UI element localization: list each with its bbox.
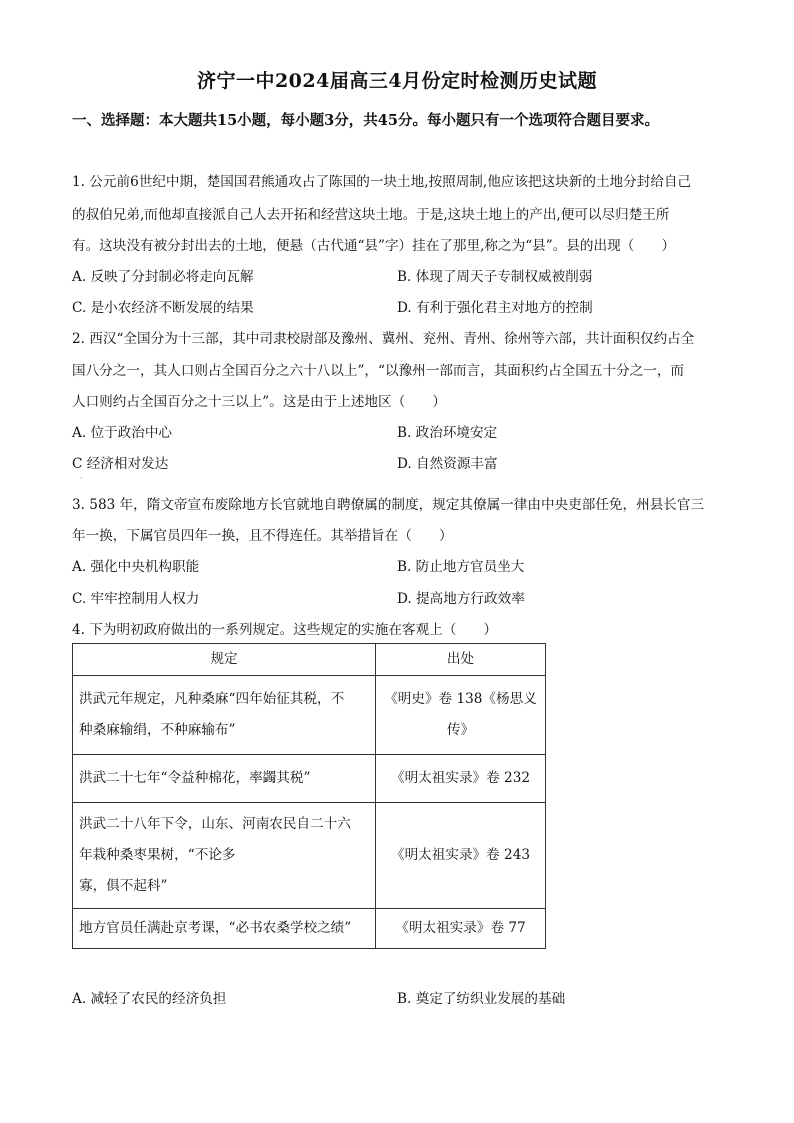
- q4-option-a[interactable]: A. 减轻了农民的经济负担: [72, 991, 227, 1007]
- exam-title: 济宁一中2024届高三4月份定时检测历史试题: [196, 70, 598, 92]
- table-row: [73, 803, 546, 909]
- q1-option-d[interactable]: D. 有利于强化君主对地方的控制: [397, 300, 593, 316]
- q1-line-2: 的叔伯兄弟,而他却直接派自己人去开拓和经营这块土地。于是,这块土地上的产出,便可以尽归楚王所: [72, 207, 670, 223]
- rule-cell: [73, 803, 376, 909]
- rule-cell: [73, 909, 376, 949]
- source-line: 《明太祖实录》卷 232: [390, 770, 531, 786]
- rule-cell: [73, 755, 376, 803]
- q3-option-b[interactable]: B. 防止地方官员坐大: [397, 559, 525, 575]
- rule-line: 年栽种桑枣果树，“不论多: [79, 847, 236, 863]
- q1-option-b[interactable]: B. 体现了周天子专制权威被削弱: [397, 269, 593, 285]
- source-cell: [376, 803, 546, 909]
- rule-line: 寡，俱不起科”: [79, 878, 168, 894]
- q1-line-3: 有。这块没有被分封出去的土地，便悬（古代通“县”字）挂在了那里,称之为“县”。县的出现（ ）: [72, 238, 676, 254]
- q2-option-c[interactable]: C 经济相对发达: [72, 456, 169, 472]
- rule-line: 洪武元年规定，凡种桑麻“四年始征其税，不: [79, 691, 345, 707]
- q2-line-1: 2. 西汉“全国分为十三部，其中司隶校尉部及豫州、冀州、兖州、青州、徐州等六部，共计面积仅约占全: [72, 331, 695, 347]
- source-line: 传》: [446, 722, 475, 738]
- source-line: 《明史》卷 138《杨思义: [384, 691, 537, 707]
- section-heading: 一、选择题：本大题共15小题，每小题3分，共45分。每小题只有一个选项符合题目要求。: [72, 112, 659, 129]
- q3-line-1: 3. 583 年，隋文帝宣布废除地方长官就地自聘僚属的制度，规定其僚属一律由中央吏部任免，州县长官三: [72, 497, 705, 513]
- source-cell: [376, 676, 546, 755]
- q3-line-2: 年一换，下属官员四年一换，且不得连任。其举措旨在（ ）: [72, 528, 453, 544]
- rule-line: 洪武二十八年下令，山东、河南农民自二十六: [79, 816, 351, 832]
- q2-option-d[interactable]: D. 自然资源丰富: [397, 456, 498, 472]
- rule-line: 种桑麻输绢，不种麻输布”: [79, 722, 236, 738]
- rule-cell: [73, 676, 376, 755]
- q4-option-b[interactable]: B. 奠定了纺织业发展的基础: [397, 991, 566, 1007]
- table-row: [73, 909, 546, 949]
- q2-option-a[interactable]: A. 位于政治中心: [72, 425, 173, 441]
- q3-option-a[interactable]: A. 强化中央机构职能: [72, 559, 200, 575]
- source-line: 《明太祖实录》卷 77: [395, 920, 526, 936]
- table-header-row: [73, 644, 546, 676]
- q2-line-2: 国八分之一，其人口则占全国百分之六十八以上”，“以豫州一部而言，其面积约占全国五十分之一，而: [72, 363, 685, 379]
- q1-line-1: 1. 公元前6世纪中期，楚国国君熊通攻占了陈国的一块土地,按照周制,他应该把这块新的土地分封给自己: [72, 174, 692, 190]
- regulations-table: [72, 643, 546, 949]
- q2-line-3: 人口则约占全国百分之十三以上”。这是由于上述地区（ ）: [72, 394, 446, 410]
- table-header-source: 出处: [376, 644, 546, 676]
- stray-mark: ·: [80, 474, 83, 483]
- rule-line: 洪武二十七年“令益种棉花，率蠲其税”: [79, 770, 311, 786]
- source-cell: [376, 755, 546, 803]
- table-row: [73, 755, 546, 803]
- q3-option-d[interactable]: D. 提高地方行政效率: [397, 591, 525, 607]
- rule-line: 地方官员任满赴京考课，“必书农桑学校之绩”: [79, 920, 352, 936]
- table-header-rule: 规定: [73, 644, 376, 676]
- source-line: 《明太祖实录》卷 243: [390, 847, 531, 863]
- table-row: [73, 676, 546, 755]
- q4-stem: 4. 下为明初政府做出的一系列规定。这些规定的实施在客观上（ ）: [72, 622, 498, 638]
- source-cell: [376, 909, 546, 949]
- q1-option-a[interactable]: A. 反映了分封制必将走向瓦解: [72, 269, 254, 285]
- q3-option-c[interactable]: C. 牢牢控制用人权力: [72, 591, 200, 607]
- q1-option-c[interactable]: C. 是小农经济不断发展的结果: [72, 300, 254, 316]
- q2-option-b[interactable]: B. 政治环境安定: [397, 425, 498, 441]
